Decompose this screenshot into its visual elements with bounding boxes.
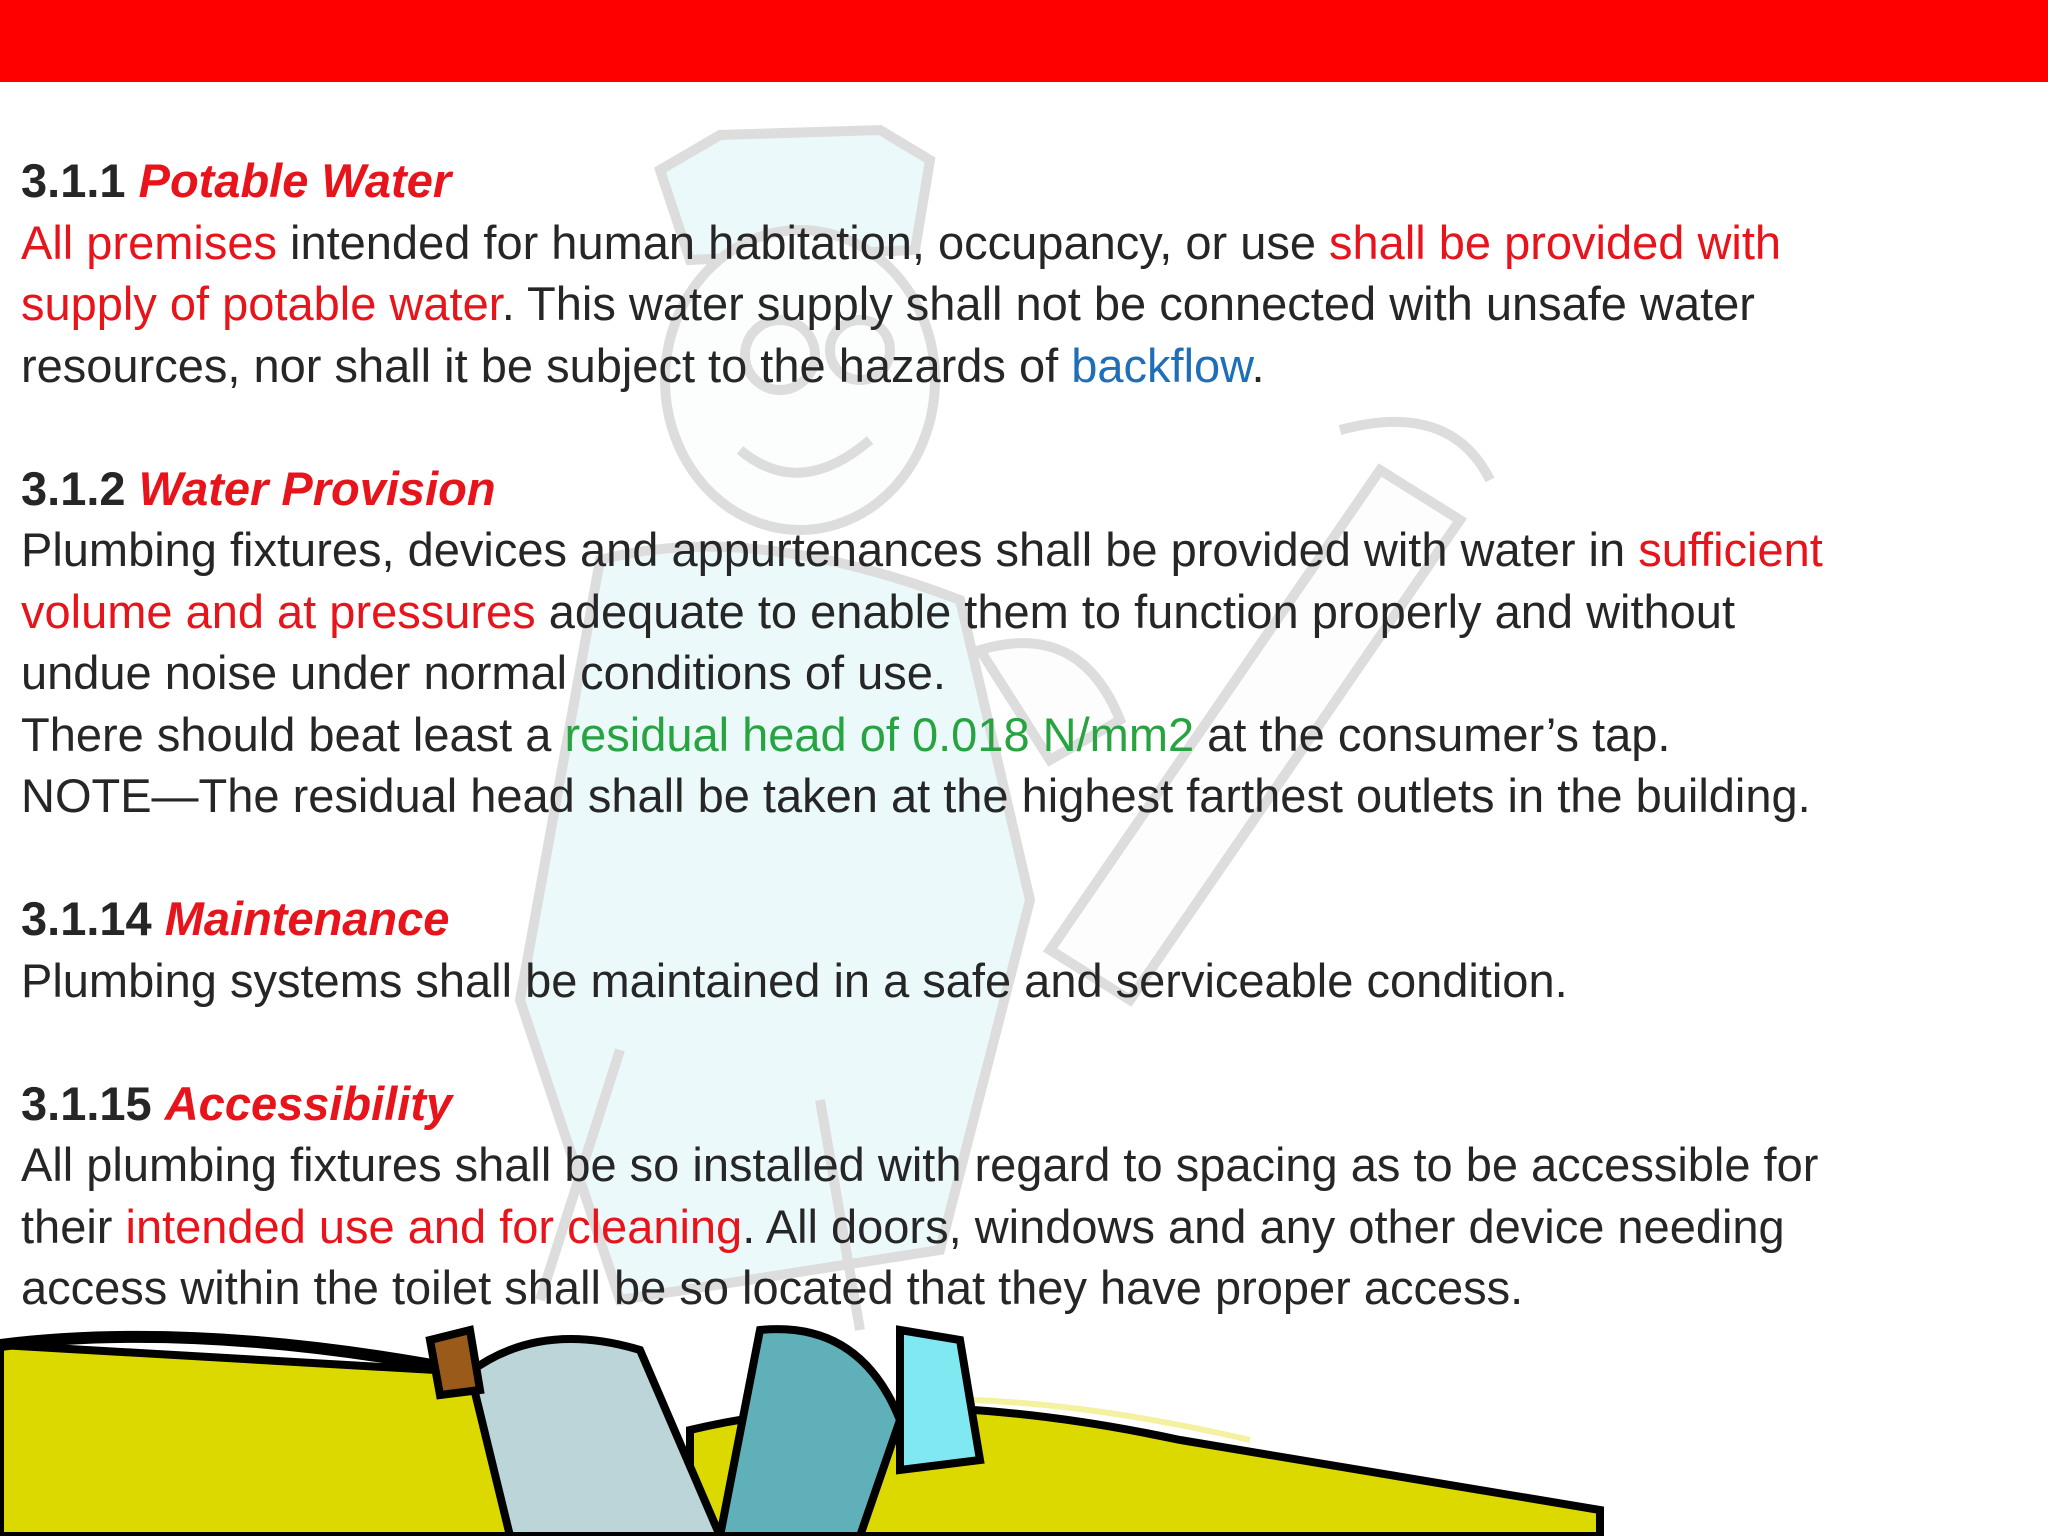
body-text: . This water supply shall not be connected with unsafe water (501, 277, 1755, 330)
section-number: 3.1.1 (21, 154, 139, 207)
paragraph-line (21, 273, 2021, 335)
highlight-text: supply of potable water (21, 277, 502, 330)
section-number: 3.1.14 (21, 892, 165, 945)
highlight-text-green: residual head of 0.018 N/mm2 (564, 707, 1195, 761)
body-text: . (1251, 338, 1265, 392)
paragraph-line (21, 212, 2021, 274)
highlight-text: intended use and for cleaning (125, 1199, 743, 1253)
body-text: There should beat least a (21, 707, 565, 761)
paragraph-line (21, 704, 2021, 766)
body-text: resources, nor shall it be subject to the hazards of (21, 338, 1072, 392)
highlight-text: All premises (21, 215, 277, 269)
body-text: intended for human habitation, occupancy, or use (276, 215, 1330, 269)
section-title: Potable Water (138, 154, 452, 207)
highlight-text: sufficient (1638, 523, 1823, 576)
paragraph-line (21, 1196, 2021, 1258)
highlight-text: volume and at pressures (21, 584, 536, 638)
section-heading-accessibility (21, 1073, 2021, 1135)
content-text (21, 150, 2021, 1319)
paragraph-line: undue noise under normal conditions of use. (21, 646, 946, 699)
spacer (21, 1011, 2021, 1073)
body-text: adequate to enable them to function properly and without (535, 584, 1735, 638)
section-number: 3.1.2 (21, 461, 139, 515)
paragraph-line: All plumbing fixtures shall be so installed with regard to spacing as to be accessible for (21, 1138, 1819, 1191)
section-title: Water Provision (138, 461, 496, 515)
section-number: 3.1.15 (21, 1076, 165, 1130)
paragraph-line: Plumbing systems shall be maintained in a safe and serviceable condition. (21, 953, 1568, 1007)
body-text: at the consumer’s tap. (1194, 707, 1671, 761)
highlight-text: shall be provided with (1329, 215, 1782, 269)
highlight-text-blue: backflow (1071, 338, 1252, 392)
section-heading-water-provision (21, 458, 2021, 520)
section-heading-maintenance (21, 888, 2021, 950)
body-text: . All doors, windows and any other device needing (742, 1199, 1785, 1253)
paragraph-line (21, 519, 2021, 581)
paragraph-line (21, 335, 2021, 397)
body-text: Plumbing fixtures, devices and appurtenances shall be provided with water in (21, 523, 1639, 576)
section-heading-potable-water (21, 150, 2021, 212)
section-title: Maintenance (164, 892, 450, 945)
section-title: Accessibility (164, 1076, 453, 1130)
spacer (21, 396, 2021, 458)
note-line: NOTE—The residual head shall be taken at the highest farthest outlets in the building. (21, 769, 1811, 822)
paragraph-line: access within the toilet shall be so located that they have proper access. (21, 1261, 1524, 1314)
paragraph-line (21, 581, 2021, 643)
spacer (21, 827, 2021, 889)
body-text: their (21, 1199, 126, 1253)
